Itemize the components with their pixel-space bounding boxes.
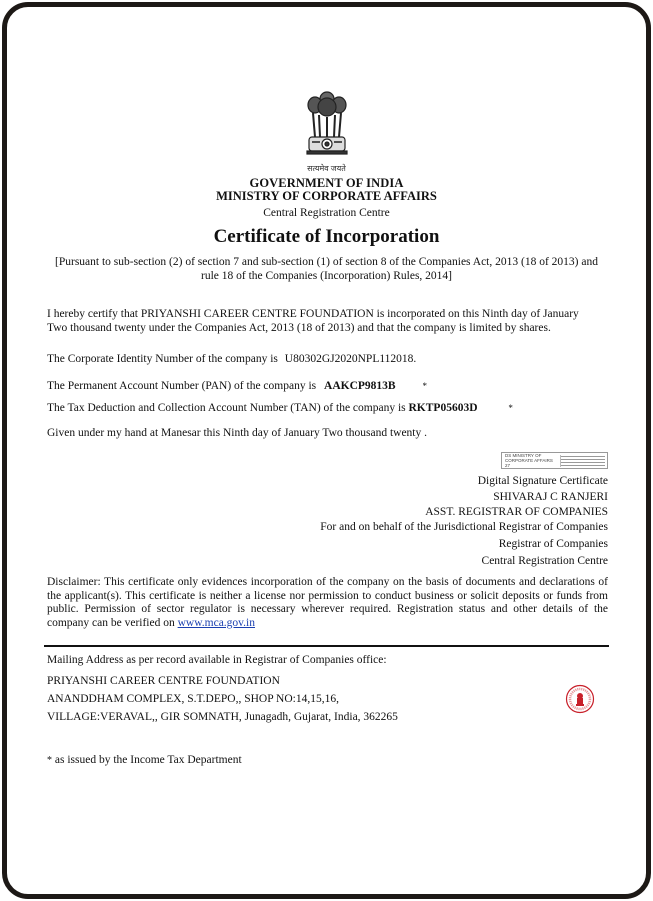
certificate-title: Certificate of Incorporation [213, 226, 440, 247]
certify-paragraph [47, 307, 579, 335]
dsc-label: Digital Signature Certificate [477, 475, 608, 487]
mca-link[interactable]: www.mca.gov.in [177, 616, 256, 629]
cin-value: U80302GJ2020NPL112018. [284, 353, 417, 365]
disclaimer-text: Disclaimer: This certificate only evidences incorporation of the company on the basis of documents and declarations of the applicant(s). This certificate is neither a license nor permission to conduct business or solicit deposits or funds from public. Permission of sector regulator is necessary wherever required. Registration status and other details of the company can be verified on [47, 576, 608, 629]
tan-label: The Tax Deduction and Collection Account Number (TAN) of the company is [47, 402, 406, 414]
certify-line-1: I hereby certify that PRIYANSHI CAREER CENTRE FOUNDATION is incorporated on this Ninth day of January [47, 308, 579, 320]
mailing-heading [47, 653, 387, 667]
section-divider [44, 645, 609, 647]
digital-signature-stamp [501, 452, 608, 469]
mailing-line-2: ANANDDHAM COMPLEX, S.T.DEPO,, SHOP NO:14,15,16, [47, 693, 339, 705]
mailing-line-1: PRIYANSHI CAREER CENTRE FOUNDATION [47, 675, 280, 687]
tan-asterisk: * [508, 403, 513, 413]
pan-line [47, 379, 427, 393]
pan-asterisk: * [422, 381, 427, 391]
tan-value: RKTP05603D [408, 402, 478, 414]
tan-line [47, 401, 513, 415]
mailing-line-3: VILLAGE:VERAVAL,, GIR SOMNATH, Junagadh, Gujarat, India, 362265 [47, 711, 398, 723]
footnote-asterisk: * [47, 755, 52, 766]
registration-centre: Central Registration Centre [263, 207, 390, 219]
government-heading: GOVERNMENT OF INDIA [249, 176, 404, 190]
given-under-hand: Given under my hand at Manesar this Ninth day of January Two thousand twenty . [47, 427, 428, 439]
ministry-heading: MINISTRY OF CORPORATE AFFAIRS [216, 189, 437, 203]
certify-line-2: Two thousand twenty under the Companies Act, 2013 (18 of 2013) and that the company is limited by shares. [47, 322, 551, 334]
stamp-details [560, 455, 605, 467]
national-emblem-icon [303, 87, 351, 165]
emblem-motto: सत्यमेव जयते [307, 164, 346, 173]
pan-label: The Permanent Account Number (PAN) of the company is [47, 380, 317, 392]
cin-label: The Corporate Identity Number of the company is [47, 353, 278, 365]
on-behalf-line: For and on behalf of the Jurisdictional Registrar of Companies [320, 521, 608, 533]
pursuant-clause [0, 255, 653, 283]
signature-centre: Central Registration Centre [481, 555, 608, 567]
pursuant-line-2: rule 18 of the Companies (Incorporation) Rules, 2014] [200, 270, 453, 282]
pan-value: AAKCP9813B [324, 380, 396, 392]
signatory-name: SHIVARAJ C RANJERI [493, 491, 608, 503]
cin-line [47, 352, 416, 366]
signatory-designation: ASST. REGISTRAR OF COMPANIES [425, 506, 608, 518]
registrar-line: Registrar of Companies [498, 538, 608, 550]
footnote [47, 753, 242, 768]
mailing-heading-text: Mailing Address as per record available in Registrar of Companies office: [47, 654, 387, 666]
disclaimer [47, 576, 608, 630]
pursuant-line-1: [Pursuant to sub-section (2) of section 7 and sub-section (1) of section 8 of the Companies Act, 2013 (18 of 2013) and [55, 256, 598, 268]
footnote-text: as issued by the Income Tax Department [54, 754, 242, 766]
registrar-seal-icon [565, 684, 595, 714]
stamp-text: DS MINISTRY OF CORPORATE AFFAIRS 27 [505, 453, 553, 468]
